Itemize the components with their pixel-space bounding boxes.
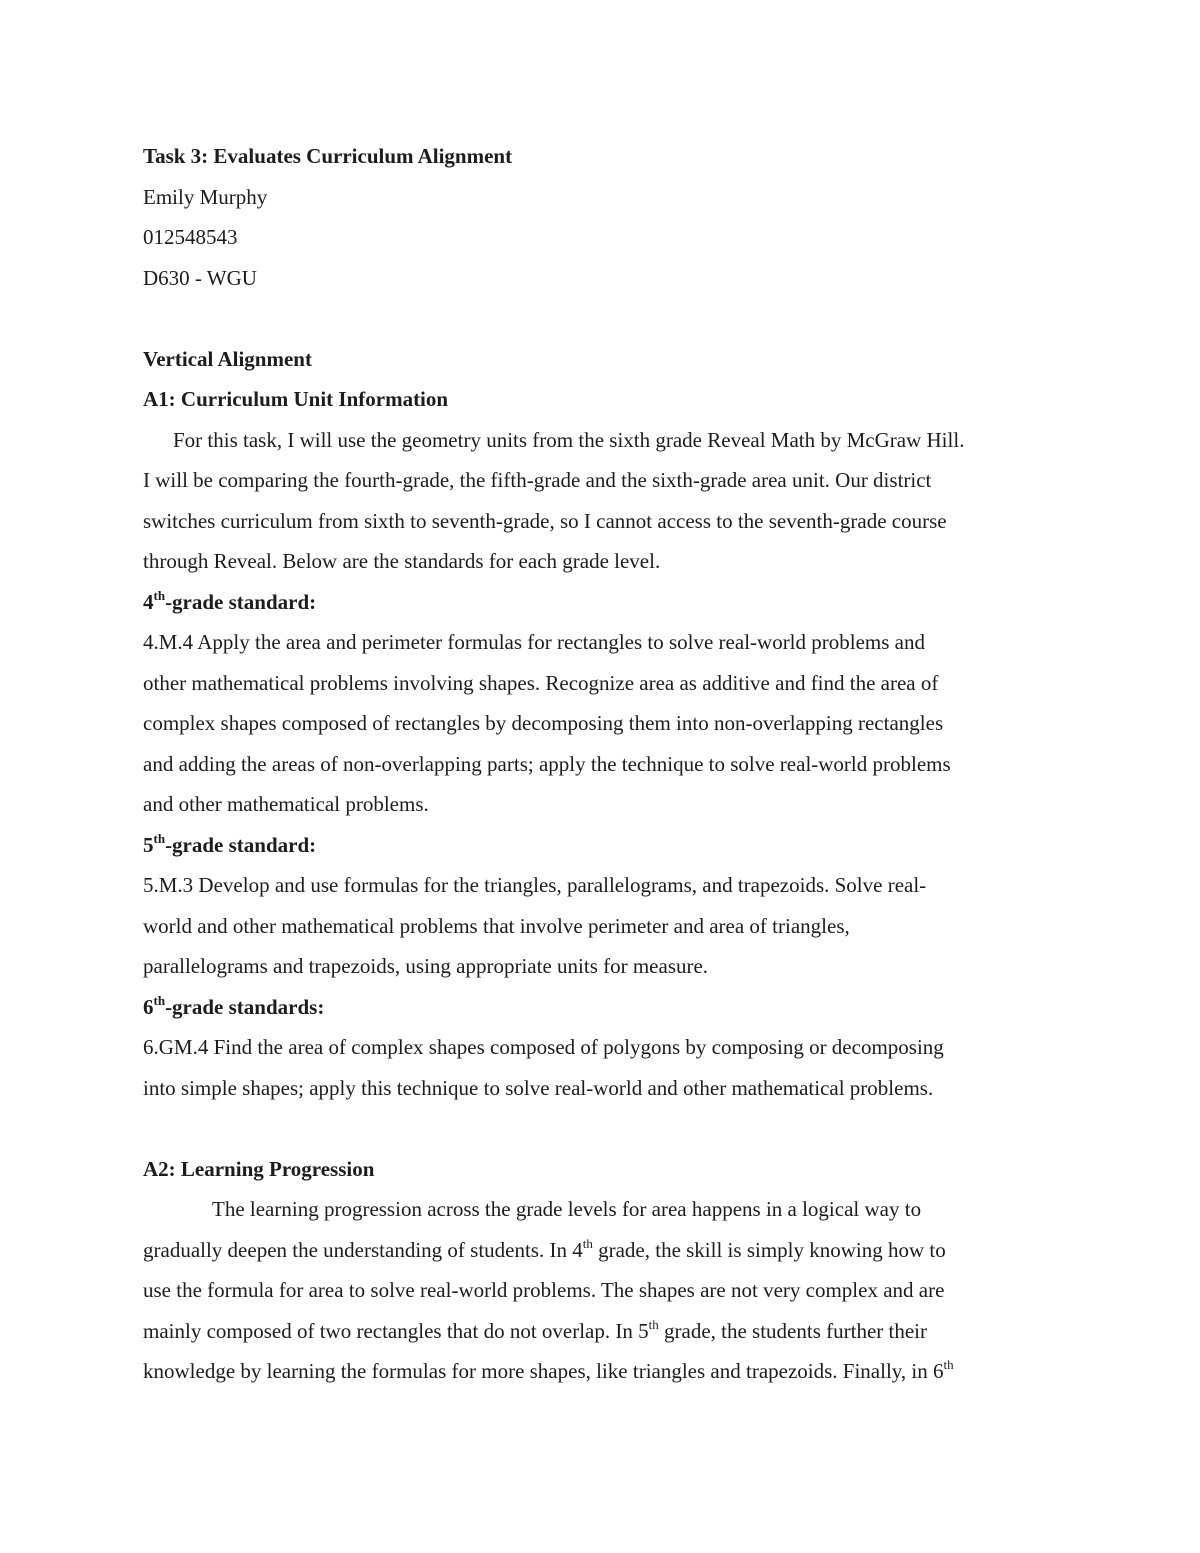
course-code: D630 - WGU — [143, 265, 257, 290]
a1-intro-line: For this task, I will use the geometry units from the sixth grade Reveal Math by McGraw Hill. — [173, 427, 965, 452]
grade6-ordinal: th — [153, 992, 166, 1008]
a2-text: mainly composed of two rectangles that do not overlap. In 5 — [143, 1318, 649, 1343]
a2-text: knowledge by learning the formulas for more shapes, like triangles and trapezoids. Finally, in 6 — [143, 1359, 944, 1383]
section-heading-vertical-alignment: Vertical Alignment — [143, 346, 312, 371]
document-title: Task 3: Evaluates Curriculum Alignment — [143, 144, 513, 168]
grade4-standard-line: complex shapes composed of rectangles by decomposing them into non-overlapping rectangles — [143, 711, 944, 735]
grade4-standard-line: and other mathematical problems. — [143, 792, 429, 816]
a2-ordinal: th — [943, 1357, 954, 1372]
a1-intro-line: I will be comparing the fourth-grade, the fifth-grade and the sixth-grade area unit. Our district — [143, 468, 932, 492]
grade4-standard-heading — [143, 582, 1063, 623]
grade6-standard-line: into simple shapes; apply this technique to solve real-world and other mathematical problems. — [143, 1075, 934, 1100]
a2-ordinal: th — [648, 1316, 659, 1332]
a2-ordinal: th — [582, 1235, 593, 1251]
a2-paragraph-line: The learning progression across the grade levels for area happens in a logical way to — [212, 1197, 922, 1221]
grade5-label: -grade standard: — [165, 832, 317, 857]
a2-text: gradually deepen the understanding of students. In 4 — [143, 1237, 583, 1262]
grade5-ordinal: th — [153, 830, 166, 846]
a2-paragraph-line — [143, 1230, 1063, 1271]
grade6-standard-line: 6.GM.4 Find the area of complex shapes composed of polygons by composing or decomposing — [143, 1035, 944, 1059]
section-heading-a2: A2: Learning Progression — [143, 1156, 375, 1181]
spacer — [143, 1108, 1063, 1149]
a1-intro-line: through Reveal. Below are the standards for each grade level. — [143, 549, 661, 573]
grade4-standard-line: and adding the areas of non-overlapping parts; apply the technique to solve real-world problems — [143, 751, 951, 776]
section-heading-a1: A1: Curriculum Unit Information — [143, 387, 449, 411]
a2-text: grade, the skill is simply knowing how to — [592, 1237, 946, 1262]
a2-paragraph-line — [143, 1351, 1063, 1392]
grade5-number: 5 — [143, 832, 154, 857]
grade4-label: -grade standard: — [165, 589, 317, 614]
a2-paragraph-line — [143, 1311, 1063, 1352]
grade4-standard-line: other mathematical problems involving shapes. Recognize area as additive and find the area of — [143, 670, 939, 695]
grade5-standard-line: 5.M.3 Develop and use formulas for the triangles, parallelograms, and trapezoids. Solve real- — [143, 873, 927, 897]
spacer — [143, 298, 1063, 339]
grade5-standard-line: parallelograms and trapezoids, using appropriate units for measure. — [143, 954, 709, 978]
grade6-standard-heading — [143, 987, 1063, 1028]
grade5-standard-line: world and other mathematical problems that involve perimeter and area of triangles, — [143, 913, 850, 938]
student-id: 012548543 — [143, 225, 238, 249]
grade5-standard-heading — [143, 825, 1063, 866]
grade4-ordinal: th — [153, 587, 166, 603]
document-page — [143, 136, 1063, 1392]
grade4-number: 4 — [143, 589, 154, 614]
grade4-standard-line: 4.M.4 Apply the area and perimeter formulas for rectangles to solve real-world problems and — [143, 630, 925, 654]
grade6-label: -grade standards: — [165, 994, 325, 1019]
a1-intro-line: switches curriculum from sixth to seventh-grade, so I cannot access to the seventh-grade course — [143, 508, 947, 533]
a2-text: grade, the students further their — [658, 1318, 927, 1343]
a2-paragraph-line: use the formula for area to solve real-world problems. The shapes are not very complex and are — [143, 1278, 945, 1302]
author-name: Emily Murphy — [143, 184, 268, 209]
grade6-number: 6 — [143, 994, 154, 1019]
